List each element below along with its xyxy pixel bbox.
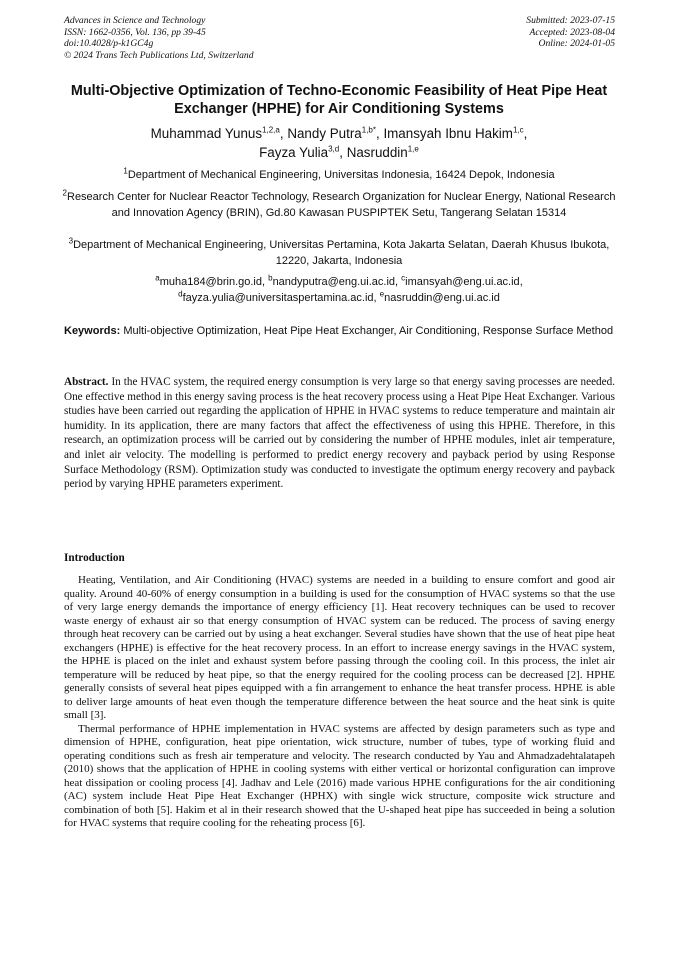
abstract [64,375,615,492]
accepted-date: Accepted: 2023-08-04 [529,26,615,38]
online-date: Online: 2024-01-05 [538,38,615,50]
abstract-text: In the HVAC system, the required energy consumption is very large so that energy saving processes are needed. One effective method in this energy saving process is the heat recovery process using a Heat Pipe Heat Exchanger. Various studies have been carried out regarding the application of HPHE in HVAC systems to reduce temperature and maintain air humidity. In its application, there are many factors that affect the effectiveness of using this HPHE. Therefore, in this research, an optimization process will be carried out by considering the number of HPHE modules, inlet air temperature, and inlet air velocity. The modelling is performed to predict energy recovery and payback period by using Response Surface Methodology (RSM). Optimization study was conducted to investigate the optimum energy recovery and payback period by varying HPHE parameters experiment. [64,376,616,491]
keywords [64,324,615,340]
journal-name: Advances in Science and Technology [64,15,206,26]
email-link[interactable]: $^c$imansyah@eng.ui.ac.id [401,273,520,288]
author: Nandy Putra$^{1,b*}$ [287,125,376,141]
keywords-text: Multi-objective Optimization, Heat Pipe Heat Exchanger, Air Conditioning, Response Surface Method [123,325,614,337]
paragraph: Thermal performance of HPHE implementation in HVAC systems are affected by design parameters such as type and dimension of HPHE, configuration, heat pipe orientation, wick structure, number of tubes, type of working fluid and operating conditions such as fresh air temperature and velocity. The research conducted by Yau and Ahmadzadehtalatapeh (2010) shows that the application of HPHE in cooling systems with either vertical or horizontal configuration can improve heat dissipation or cooling process [4]. Jadhav and Lele (2016) made various HPHE configurations for the air conditioning (AC) system include Heat Pipe Heat Exchanger (HPHX) with single wick structure, composite wick structure and combination of both [5]. Hakim et al in their research showed that the U-shaped heat pipe has succeeded in being a solution for HVAC systems that require cooling for the reheating process [6]. [64,722,615,829]
email-link[interactable]: $^b$nandyputra@eng.ui.ac.id [268,273,396,288]
author: Imansyah Ibnu Hakim$^{1,c}$ [383,125,524,141]
email-link[interactable]: $^a$muha184@brin.go.id [155,273,262,288]
author: Fayza Yulia$^{3,d}$ [259,144,340,160]
introduction-body [64,574,615,831]
abstract-label: Abstract. [64,376,109,388]
affiliation: $^2$Research Center for Nuclear Reactor Technology, Research Organization for Nuclear Energy, National Research and Innovation Agency (BRIN), Gd.80 Kawasan PUSPIPTEK Setu, Tangerang Selatan 15314 [62,188,616,219]
email-link[interactable]: $^d$fayza.yulia@universitaspertamina.ac.id [178,288,374,304]
email-list: $^a$muha184@brin.go.id, $^b$nandyputra@eng.ui.ac.id, $^c$imansyah@eng.ui.ac.id, $^d$fayza.yulia@universitaspertamina.ac.id, $^e$nasruddin@eng.ui.ac.id [155,273,523,304]
keywords-label: Keywords: [64,325,121,337]
author: Nasruddin$^{1,e}$ [346,144,419,160]
paper-title: Multi-Objective Optimization of Techno-Economic Feasibility of Heat Pipe Heat Exchanger (HPHE) for Air Conditioning Systems [70,83,608,117]
issn: ISSN: 1662-0356, Vol. 136, pp 39-45 [64,26,206,38]
author-list: Muhammad Yunus$^{1,2,a}$, Nandy Putra$^{1,b*}$, Imansyah Ibnu Hakim$^{1,c}$, Fayza Yulia$^{3,d}$, Nasruddin$^{1,e}$ [150,125,528,160]
affiliation: $^1$Department of Mechanical Engineering, Universitas Indonesia, 16424 Depok, Indonesia [123,166,555,181]
doi: doi:10.4028/p-k1GC4g [64,38,154,50]
submitted-date: Submitted: 2023-07-15 [526,15,615,26]
email-link[interactable]: $^e$nasruddin@eng.ui.ac.id [379,288,500,304]
affiliation: $^3$Department of Mechanical Engineering, Universitas Pertamina, Kota Jakarta Selatan, Daerah Khusus Ibukota, 12220, Jakarta, Indonesia [68,236,610,267]
copyright: © 2024 Trans Tech Publications Ltd, Switzerland [64,49,254,61]
author: Muhammad Yunus$^{1,2,a}$ [150,125,280,141]
publication-dates [526,15,615,50]
paragraph: Heating, Ventilation, and Air Conditioning (HVAC) systems are needed in a building to ensure comfort and good air quality. Around 40-60% of energy consumption in a building is used for the consumption of HVAC systems so that the use of very large energy demands the importance of energy efficiency [1]. Heat recovery techniques can be used to recover waste energy of exhaust air so that energy consumption of HVAC system can be reduced. The process of saving energy through heat recovery can be carried out by using a heat exchanger. Several studies have shown that the use of heat pipe heat exchangers (HPHE) is effective for the heat recovery process. In an effort to increase energy savings in the HVAC system, the HPHE is placed on the inlet and exhaust system before passing through the cooling coil. In this process, the inlet air temperature will be reduced by heat pipe, so that the energy required for the cooling process can be decreased [2]. HPHE generally consists of several heat pipes equipped with a fin arrangement to enhance the heat transfer process. HPHE is able to deliver large amounts of heat even though the temperature difference between the heat source and the heat sink is quite small [3]. [64,574,615,721]
section-title-introduction: Introduction [64,552,125,564]
journal-info [64,15,254,61]
